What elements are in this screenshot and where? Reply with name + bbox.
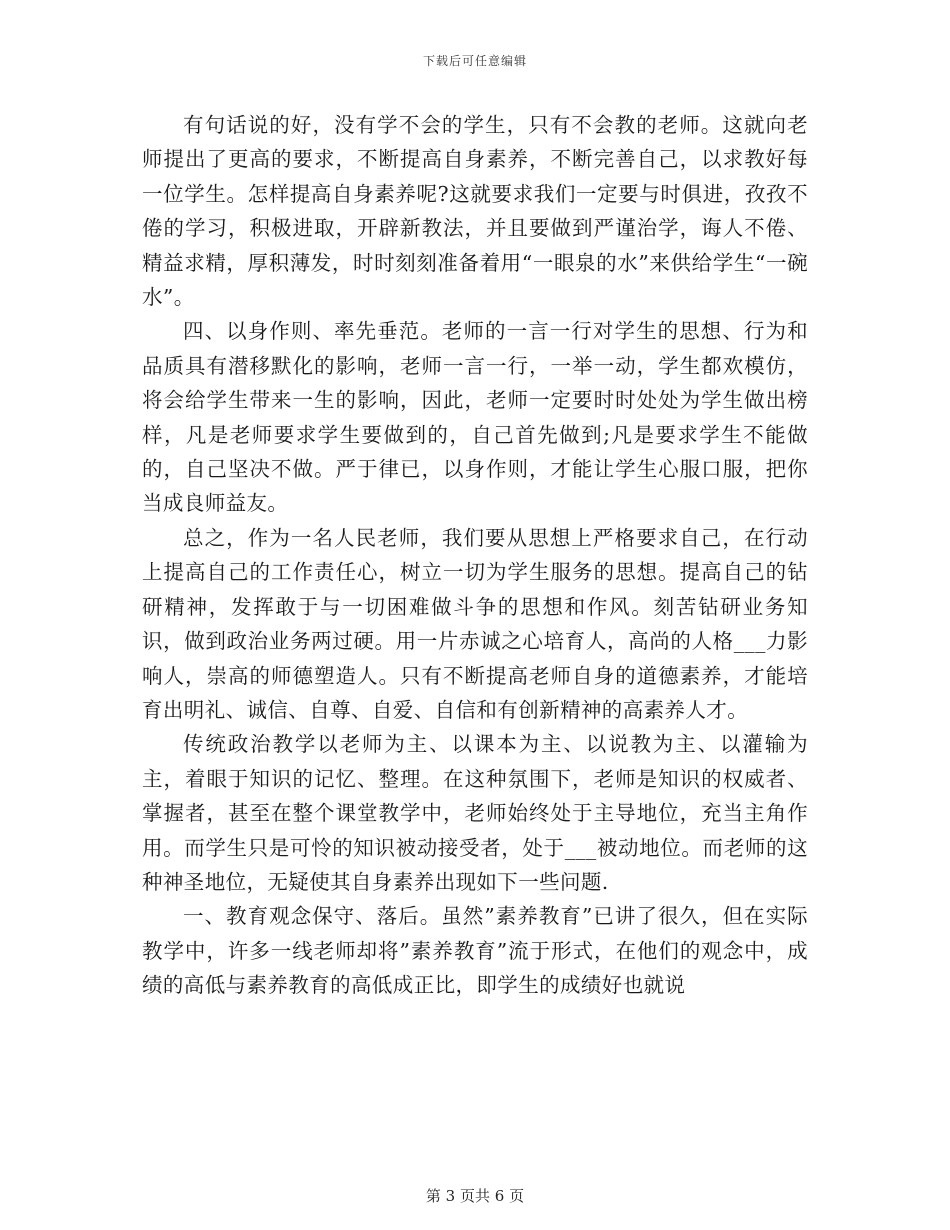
page-header: 下载后可任意编辑 bbox=[422, 54, 527, 68]
document-body bbox=[142, 108, 808, 1003]
page-footer: 第 3 页共 6 页 bbox=[425, 1187, 525, 1205]
paragraph-2: 四、以身作则、率先垂范。老师的一言一行对学生的思想、行为和品质具有潜移默化的影响，老师一言一行，一举一动，学生都欢模仿，将会给学生带来一生的影响，因此，老师一定要时时处处为学生做出榜样，凡是老师要求学生要做到的，自己首先做到;凡是要求学生不能做的，自己坚决不做。严于律已，以身作则，才能让学生心服口服，把你当成良师益友。 bbox=[142, 319, 808, 516]
paragraph-1: 有句话说的好，没有学不会的学生，只有不会教的老师。这就向老师提出了更高的要求，不断提高自身素养，不断完善自己，以求教好每一位学生。怎样提高自身素养呢?这就要求我们一定要与时俱进，孜孜不倦的学习，积极进取，开辟新教法，并且要做到严谨治学，诲人不倦、精益求精，厚积薄发，时时刻刻准备着用“一眼泉的水”来供给学生“一碗水”。 bbox=[142, 113, 808, 310]
paragraph-3: 总之，作为一名人民老师，我们要从思想上严格要求自己，在行动上提高自己的工作责任心，树立一切为学生服务的思想。提高自己的钻研精神，发挥敢于与一切困难做斗争的思想和作风。刻苦钻研业务知识，做到政治业务两过硬。用一片赤诚之心培育人，高尚的人格___力影响人，崇高的师德塑造人。只有不断提高老师自身的道德素养，才能培育出明礼、诚信、自尊、自爱、自信和有创新精神的高素养人才。 bbox=[142, 525, 808, 722]
paragraph-5: 一、教育观念保守、落后。虽然”素养教育”已讲了很久，但在实际教学中，许多一线老师却将”素养教育”流于形式，在他们的观念中，成绩的高低与素养教育的高低成正比，即学生的成绩好也就说 bbox=[142, 904, 808, 998]
paragraph-4: 传统政治教学以老师为主、以课本为主、以说教为主、以灌输为主，着眼于知识的记忆、整理。在这种氛围下，老师是知识的权威者、掌握者，甚至在整个课堂教学中，老师始终处于主导地位，充当主角作用。而学生只是可怜的知识被动接受者，处于___被动地位。而老师的这种神圣地位，无疑使其自身素养出现如下一些问题. bbox=[142, 732, 808, 894]
